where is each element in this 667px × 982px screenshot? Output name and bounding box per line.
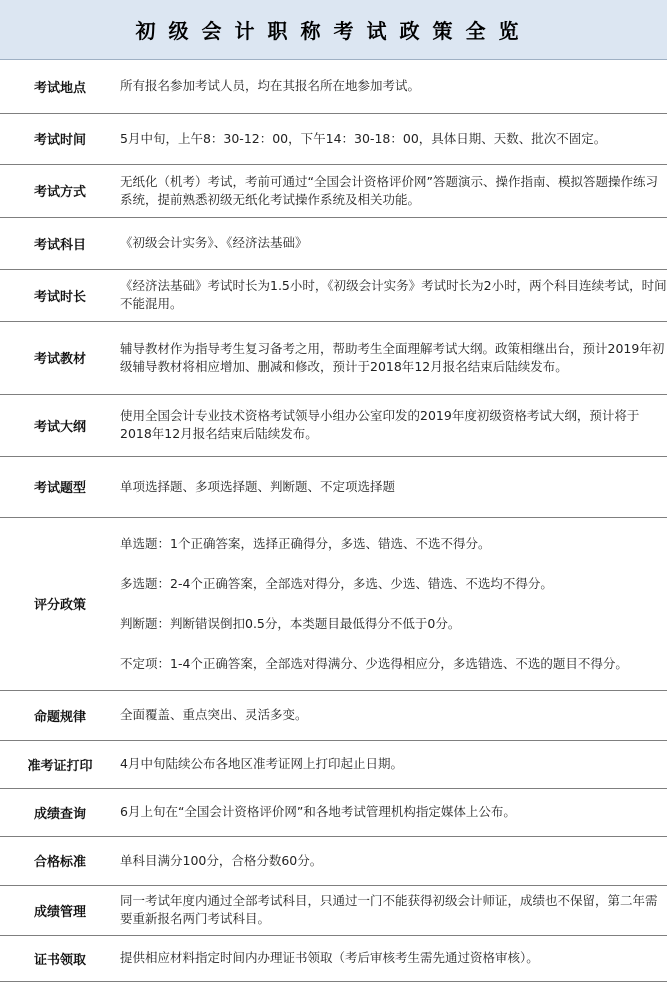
row-label: 证书领取 xyxy=(0,935,120,981)
row-label: 考试科目 xyxy=(0,217,120,269)
scoring-item: 单选题：1个正确答案，选择正确得分，多选、错选、不选不得分。 xyxy=(120,535,491,551)
row-label: 合格标准 xyxy=(0,836,120,885)
row-label: 成绩查询 xyxy=(0,788,120,836)
table-row xyxy=(0,690,667,740)
scoring-item: 多选题：2-4个正确答案，全部选对得分，多选、少选、错选、不选均不得分。 xyxy=(120,575,553,591)
table-row xyxy=(0,321,667,394)
row-content: 单项选择题、多项选择题、判断题、不定项选择题 xyxy=(120,456,667,517)
scoring-items xyxy=(120,517,667,690)
scoring-item: 不定项：1-4个正确答案，全部选对得满分、少选得相应分，多选错选、不选的题目不得分。 xyxy=(120,655,628,671)
table-row xyxy=(0,60,667,113)
row-label: 考试地点 xyxy=(0,60,120,113)
table-row xyxy=(0,740,667,788)
table-row xyxy=(0,269,667,321)
row-content: 5月中旬，上午8：30-12：00，下午14：30-18：00，具体日期、天数、批次不固定。 xyxy=(120,113,667,164)
row-content: 使用全国会计专业技术资格考试领导小组办公室印发的2019年度初级资格考试大纲，预计将于2018年12月报名结束后陆续发布。 xyxy=(120,394,667,456)
row-label: 考试教材 xyxy=(0,321,120,394)
row-content: 6月上旬在“全国会计资格评价网”和各地考试管理机构指定媒体上公布。 xyxy=(120,788,667,836)
table-row xyxy=(0,164,667,217)
row-content: 《经济法基础》考试时长为1.5小时，《初级会计实务》考试时长为2小时，两个科目连续考试，时间不能混用。 xyxy=(120,269,667,321)
table-row xyxy=(0,836,667,885)
table-row xyxy=(0,113,667,164)
table-row xyxy=(0,935,667,981)
table-row xyxy=(0,394,667,456)
row-label: 准考证打印 xyxy=(0,740,120,788)
row-content: 《初级会计实务》、《经济法基础》 xyxy=(120,217,667,269)
row-content: 4月中旬陆续公布各地区准考证网上打印起止日期。 xyxy=(120,740,667,788)
page-title: 初级会计职称考试政策全览 xyxy=(0,0,667,60)
table-row xyxy=(0,788,667,836)
table-row xyxy=(0,456,667,517)
table-row xyxy=(0,517,667,690)
row-content: 辅导教材作为指导考生复习备考之用，帮助考生全面理解考试大纲。政策相继出台，预计2019年初级辅导教材将相应增加、删减和修改，预计于2018年12月报名结束后陆续发布。 xyxy=(120,321,667,394)
row-label: 命题规律 xyxy=(0,690,120,740)
scoring-item: 判断题：判断错误倒扣0.5分，本类题目最低得分不低于0分。 xyxy=(120,615,461,631)
row-label: 考试时间 xyxy=(0,113,120,164)
row-label: 评分政策 xyxy=(0,517,120,690)
row-content: 全面覆盖、重点突出、灵活多变。 xyxy=(120,690,667,740)
row-content: 无纸化（机考）考试，考前可通过“全国会计资格评价网”答题演示、操作指南、模拟答题操作练习系统，提前熟悉初级无纸化考试操作系统及相关功能。 xyxy=(120,164,667,217)
row-label: 考试大纲 xyxy=(0,394,120,456)
row-content: 同一考试年度内通过全部考试科目，只通过一门不能获得初级会计师证，成绩也不保留，第二年需要重新报名两门考试科目。 xyxy=(120,885,667,935)
table-row xyxy=(0,885,667,935)
table-row xyxy=(0,217,667,269)
row-label: 考试方式 xyxy=(0,164,120,217)
row-label: 考试时长 xyxy=(0,269,120,321)
row-content: 提供相应材料指定时间内办理证书领取（考后审核考生需先通过资格审核）。 xyxy=(120,935,667,981)
policy-table xyxy=(0,60,667,982)
row-content: 所有报名参加考试人员，均在其报名所在地参加考试。 xyxy=(120,60,667,113)
row-label: 考试题型 xyxy=(0,456,120,517)
row-content: 单科目满分100分，合格分数60分。 xyxy=(120,836,667,885)
row-label: 成绩管理 xyxy=(0,885,120,935)
